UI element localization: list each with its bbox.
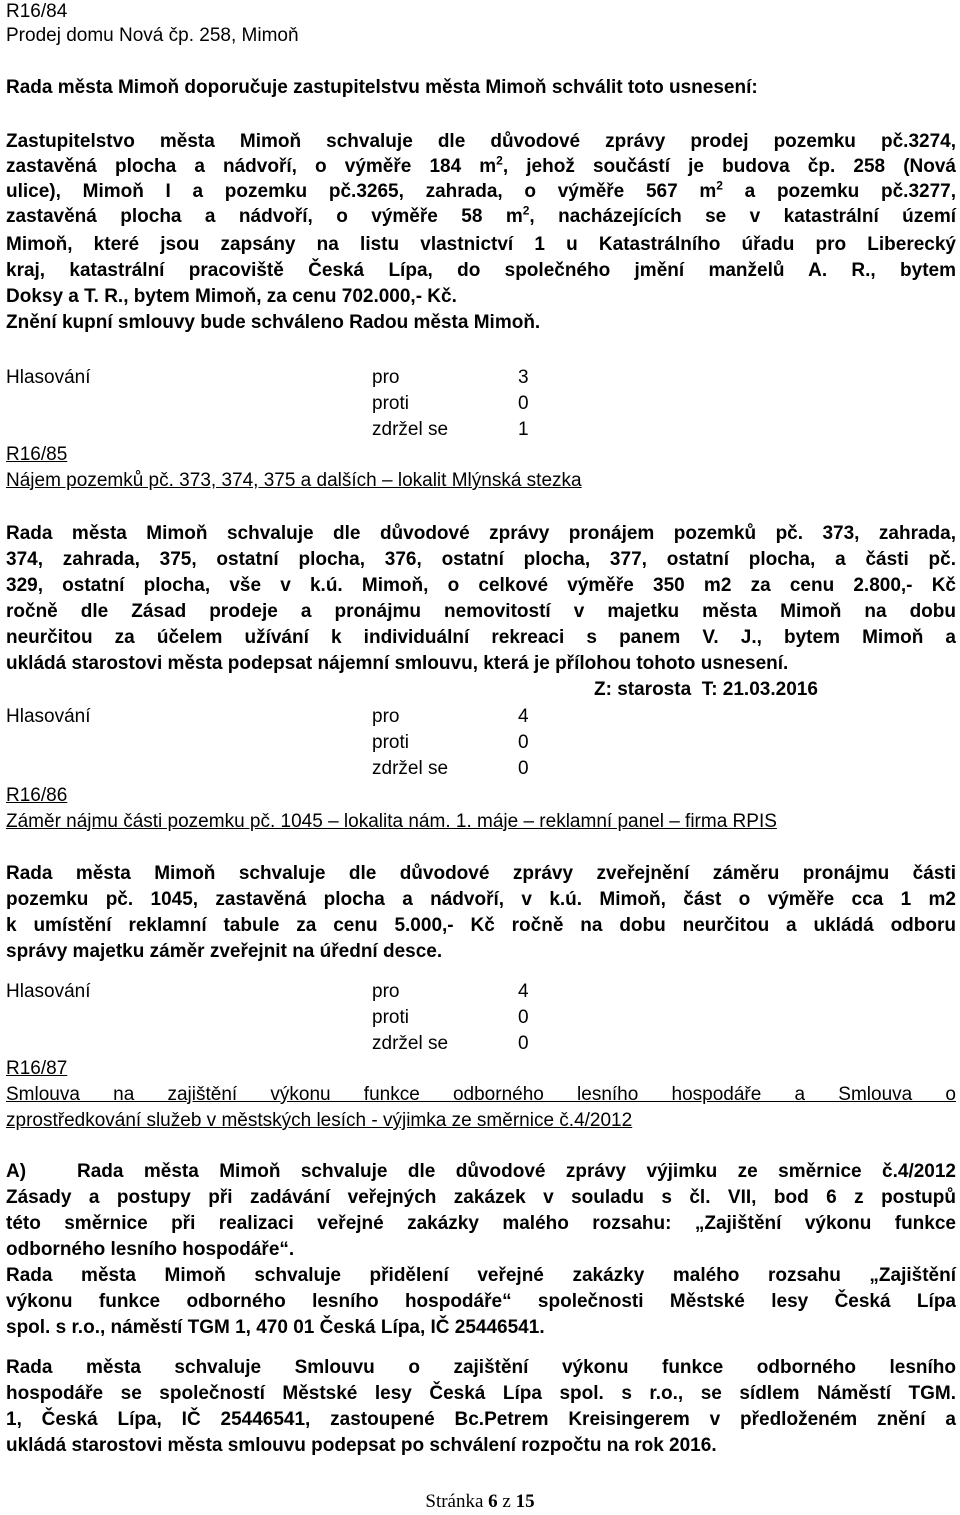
body-line: Znění kupní smlouvy bude schváleno Radou města Mimoň.: [6, 312, 541, 333]
body-line: Rada města Mimoň schvaluje přidělení veřejné zakázky malého rozsahu „Zajištění: [6, 1265, 956, 1286]
body-line: Zastupitelstvo města Mimoň schvaluje dle důvodové zprávy prodej pozemku pč.3274,: [6, 131, 956, 152]
resolution-title: Prodej domu Nová čp. 258, Mimoň: [6, 25, 299, 46]
vote-label: Hlasování: [6, 706, 91, 727]
body-line: odborného lesního hospodáře“.: [6, 1239, 295, 1260]
vote-zdrzel-count: 1: [518, 419, 529, 440]
vote-proti-label: proti: [372, 1007, 409, 1028]
resolution-intro: Rada města Mimoň doporučuje zastupitelstvu města Mimoň schválit toto usnesení:: [6, 77, 758, 98]
body-line: Rada města Mimoň schvaluje dle důvodové zprávy výjimku ze směrnice č.4/2012: [77, 1161, 956, 1182]
body-line: ukládá starostovi města smlouvu podepsat po schválení rozpočtu na rok 2016.: [6, 1435, 717, 1456]
vote-label: Hlasování: [6, 367, 91, 388]
vote-block: [6, 705, 606, 781]
body-line: ulice), Mimoň I a pozemku pč.3265, zahrada, o výměře 567 $m^2$ a pozemku pč.3277,: [6, 178, 956, 202]
body-line: Rada města Mimoň schvaluje dle důvodové zprávy pronájem pozemků pč. 373, zahrada,: [6, 523, 956, 544]
vote-zdrzel-count: 0: [518, 758, 529, 779]
vote-zdrzel-label: zdržel se: [372, 419, 449, 440]
body-line: spol. s r.o., náměstí TGM 1, 470 01 Česká Lípa, IČ 25446541.: [6, 1317, 545, 1338]
vote-proti-label: proti: [372, 732, 409, 753]
resolution-number: R16/84: [6, 1, 68, 22]
resolution-title: Záměr nájmu části pozemku pč. 1045 – lokalita nám. 1. máje – reklamní panel – firma RPIS: [6, 811, 777, 832]
body-line: Zásady a postupy při zadávání veřejných zakázek v souladu s čl. VII, bod 6 z postupů: [6, 1187, 956, 1208]
body-line: Mimoň, které jsou zapsány na listu vlastnictví 1 u Katastrálního úřadu pro Liberecký: [6, 234, 956, 255]
total-pages-number: 15: [515, 1491, 535, 1512]
vote-pro-count: 4: [518, 706, 529, 727]
vote-pro-label: pro: [372, 981, 400, 1002]
vote-zdrzel-label: zdržel se: [372, 1033, 449, 1054]
vote-block: [6, 980, 606, 1056]
body-line: kraj, katastrální pracoviště Česká Lípa, do společného jmění manželů A. R., bytem: [6, 260, 956, 281]
body-line: Rada města Mimoň schvaluje dle důvodové zprávy zveřejnění záměru pronájmu části: [6, 863, 956, 884]
body-line: 329, ostatní plocha, vše v k.ú. Mimoň, o celkové výměře 350 m2 za cenu 2.800,- Kč: [6, 575, 956, 596]
vote-zdrzel-count: 0: [518, 1033, 529, 1054]
body-line: zastavěná plocha a nádvoří, o výměře 58 $m^2$, nacházejících se v katastrální území: [6, 203, 956, 227]
body-line: pozemku pč. 1045, zastavěná plocha a nádvoří, v k.ú. Mimoň, část o výměře cca 1 m2: [6, 889, 956, 910]
body-line: výkonu funkce odborného lesního hospodáře“ společnosti Městské lesy Česká Lípa: [6, 1291, 956, 1312]
resolution-title: zprostředkování služeb v městských lesích - výjimka ze směrnice č.4/2012: [6, 1110, 633, 1131]
vote-pro-label: pro: [372, 706, 400, 727]
body-line: zastavěná plocha a nádvoří, o výměře 184 $m^2$, jehož součástí je budova čp. 258 (Nová: [6, 153, 956, 177]
body-line: 374, zahrada, 375, ostatní plocha, 376, ostatní plocha, 377, ostatní plocha, a části pč.: [6, 549, 956, 570]
body-line: neurčitou za účelem užívání k individuální rekreaci s panem V. J., bytem Mimoň a: [6, 627, 956, 648]
body-line: této směrnice při realizaci veřejné zakázky malého rozsahu: „Zajištění výkonu funkce: [6, 1213, 956, 1234]
vote-proti-count: 0: [518, 732, 529, 753]
vote-proti-count: 0: [518, 393, 529, 414]
body-line: 1, Česká Lípa, IČ 25446541, zastoupené Bc.Petrem Kreisingerem v předloženém znění a: [6, 1409, 956, 1430]
vote-pro-count: 3: [518, 367, 529, 388]
resolution-title: Nájem pozemků pč. 373, 374, 375 a dalších – lokalit Mlýnská stezka: [6, 470, 582, 491]
vote-label: Hlasování: [6, 981, 91, 1002]
resolution-number: R16/85: [6, 444, 68, 465]
vote-proti-count: 0: [518, 1007, 529, 1028]
deadline: Z: starosta T: 21.03.2016: [594, 679, 818, 700]
vote-pro-label: pro: [372, 367, 400, 388]
vote-zdrzel-label: zdržel se: [372, 758, 449, 779]
body-line: ukládá starostovi města podepsat nájemní smlouvu, která je přílohou tohoto usnesení.: [6, 653, 789, 674]
resolution-number: R16/87: [6, 1058, 68, 1079]
body-line: hospodáře se společností Městské lesy Česká Lípa spol. s r.o., se sídlem Náměstí TGM.: [6, 1383, 956, 1404]
page-footer: Stránka 6 z 15: [425, 1491, 535, 1512]
resolution-title: Smlouva na zajištění výkonu funkce odborného lesního hospodáře a Smlouva o: [6, 1084, 956, 1105]
body-line: ročně dle Zásad prodeje a pronájmu nemovitostí v majetku města Mimoň na dobu: [6, 601, 956, 622]
body-line: Rada města schvaluje Smlouvu o zajištění výkonu funkce odborného lesního: [6, 1357, 956, 1378]
resolution-number: R16/86: [6, 785, 68, 806]
body-line: Doksy a T. R., bytem Mimoň, za cenu 702.000,- Kč.: [6, 286, 457, 307]
section-marker: A): [6, 1161, 27, 1182]
vote-block: [6, 366, 606, 442]
body-line: správy majetku záměr zveřejnit na úřední desce.: [6, 941, 443, 962]
vote-pro-count: 4: [518, 981, 529, 1002]
body-line: k umístění reklamní tabule za cenu 5.000,- Kč ročně na dobu neurčitou a ukládá odboru: [6, 915, 956, 936]
current-page-number: 6: [488, 1491, 498, 1512]
vote-proti-label: proti: [372, 393, 409, 414]
